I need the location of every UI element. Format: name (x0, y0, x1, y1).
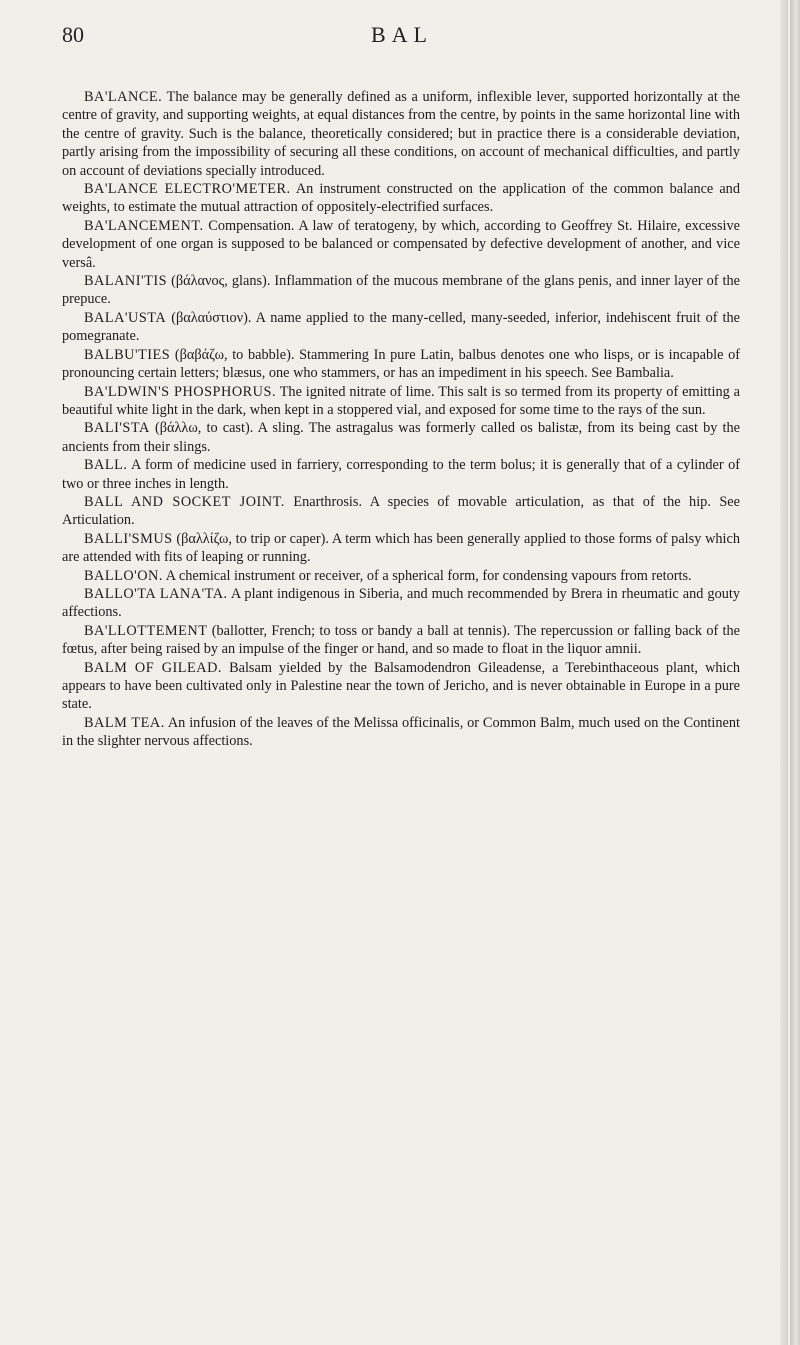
entry-baldwins-phosphorus (62, 383, 740, 420)
definition: Balsam yielded by the Balsamodendron Gileadense, a Terebinthaceous plant, which appears to have been cultivated only in Palestine near the town of Jericho, and is never obtainable in Europe in a pure state. (62, 659, 741, 713)
page-edge-shadow (780, 0, 788, 1345)
entry-balanitis (62, 272, 740, 309)
headword: BALBU'TIES (84, 346, 171, 363)
definition: A chemical instrument or receiver, of a spherical form, for condensing vapours from retorts. (165, 567, 692, 584)
definition: (βαλλίζω, to trip or caper). A term which has been generally applied to those forms of palsy which are attended with fits of leaping or running. (62, 530, 741, 566)
headword: BALL. (84, 457, 128, 474)
headword: BALANI'TIS (84, 273, 168, 290)
definition: The ignited nitrate of lime. This salt is so termed from its property of emitting a beautiful white light in the dark, when kept in a stoppered vial, and exposed for some time to the rays of the sun. (62, 383, 740, 418)
headword: BA'LANCE ELECTRO'METER. (84, 181, 291, 198)
definition: A plant indigenous in Siberia, and much recommended by Brera in rheumatic and gouty affections. (62, 585, 740, 621)
entry-ballismus (62, 530, 740, 567)
dictionary-text (62, 88, 740, 751)
headword: BALLO'TA LANA'TA. (84, 585, 228, 602)
entry-balm-of-gilead (62, 659, 740, 714)
headword: BALM OF GILEAD. (84, 659, 222, 676)
entry-balbuties (62, 346, 740, 383)
entry-balance (62, 88, 740, 180)
entry-balance-electrometer (62, 180, 740, 217)
headword: BALA'USTA (84, 309, 167, 326)
entry-balausta (62, 309, 740, 346)
entry-balancement (62, 217, 740, 272)
headword: BA'LDWIN'S PHOSPHORUS. (84, 383, 277, 400)
definition: A form of medicine used in farriery, corresponding to the term bolus; it is generally that of a cylinder of two or three inches in length. (62, 457, 740, 492)
definition: (βαβάζω, to babble). Stammering In pure Latin, balbus denotes one who lisps, or is incapable of pronouncing certain letters; blæsus, one who stammers, or has an impediment in his speech. See Bambalia. (62, 346, 740, 382)
headword: BA'LANCEMENT. (84, 217, 204, 234)
headword: BA'LLOTTEMENT (84, 622, 208, 639)
definition: (βάλλω, to cast). A sling. The astragalus was formerly called os balistæ, from its being cast by the ancients from their slings. (62, 420, 741, 455)
entry-ball-and-socket-joint (62, 493, 740, 530)
book-edge (790, 0, 800, 1345)
definition: An infusion of the leaves of the Melissa officinalis, or Common Balm, much used on the Continent in the slighter nervous affections. (62, 714, 740, 750)
entry-ballottement (62, 622, 740, 659)
headword: BALI'STA (84, 420, 150, 437)
entry-balm-tea (62, 714, 740, 751)
entry-ball (62, 456, 740, 493)
running-head: BAL (371, 22, 433, 47)
definition: (βαλαύστιον). A name applied to the many-celled, many-seeded, inferior, indehiscent fruit of the pomegranate. (62, 309, 740, 345)
definition: Enarthrosis. A species of movable articulation, as that of the hip. See Articulation. (62, 493, 740, 529)
headword: BALLO'ON. (84, 567, 163, 584)
headword: BA'LANCE. (84, 89, 163, 105)
headword: BALLI'SMUS (84, 530, 173, 547)
page-header (62, 22, 742, 52)
headword: BALM TEA. (84, 714, 165, 731)
definition: (βάλανος, glans). Inflammation of the mucous membrane of the glans penis, and inner layer of the prepuce. (62, 273, 741, 308)
definition: (ballotter, French; to toss or bandy a ball at tennis). The repercussion or falling back of the fœtus, after being raised by an impulse of the finger or hand, and so made to float in the liquor amnii. (62, 622, 740, 658)
headword: BALL AND SOCKET JOINT. (84, 493, 285, 510)
definition: The balance may be generally defined as a uniform, inflexible lever, supported horizontally at the centre of gravity, and supporting weights, at equal distances from the centre, by points in the same horizontal line with the centre of gravity. Such is the balance, theoretically considered; but in practice there is a considerable deviation, partly arising from the impossibility of securing all these conditions, on account of mechanical difficulties, and partly on account of deviations specially introduced. (62, 89, 740, 179)
entry-balista (62, 419, 740, 456)
page-number: 80 (62, 22, 84, 47)
definition: Compensation. A law of teratogeny, by which, according to Geoffrey St. Hilaire, excessive development of one organ is supposed to be balanced or compensated by defective development of another, and vice versâ. (62, 217, 740, 271)
entry-ballota-lanata (62, 585, 740, 622)
definition: An instrument constructed on the application of the common balance and weights, to estimate the mutual attraction of oppositely-electrified surfaces. (62, 181, 740, 216)
entry-balloon (62, 567, 740, 585)
